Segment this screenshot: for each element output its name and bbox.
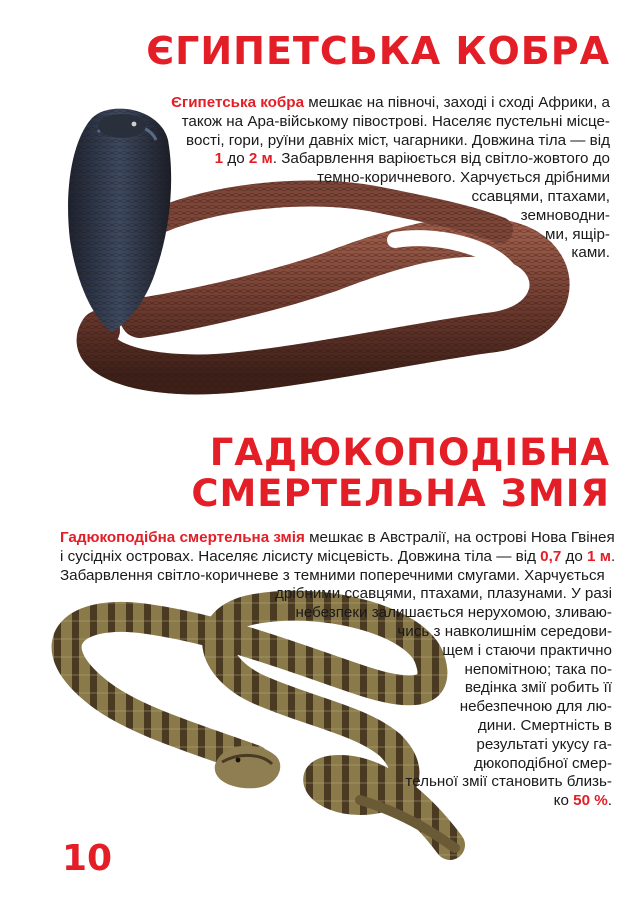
adder-title: ГАДЮКОПОДІБНА СМЕРТЕЛЬНА ЗМІЯ (191, 431, 610, 516)
cobra-title: ЄГИПЕТСЬКА КОБРА (146, 29, 610, 73)
cobra-description: Єгипетська кобра мешкає на півночі, заході і сході Африки, а також на Ара-вiйському півострові. Населяє пустельні місце- вості, гори, руїни давніх міст, чагарники. Довжина тіла — від 1 до 2 м. Забарвлення варіюється від світло-жовтого до темно-коричневого. Харчується дрібними ссавцями, птахами, земноводни- ми, ящір- ками. (171, 94, 610, 262)
cobra-name: Єгипетська кобра (171, 94, 305, 111)
page-number: 10 (62, 838, 113, 879)
cobra-length-min: 1 (214, 150, 224, 168)
adder-name: Гадюкоподібна смертельна змія (60, 529, 305, 546)
adder-length-min: 0,7 (540, 547, 562, 565)
adder-description: Гадюкоподібна смертельна змія мешкає в Австралії, на острові Нова Гвінея і сусідніх островах. Населяє лісисту місцевість. Довжина тіла — від 0,7 до 1 м. Забарвлення світло-коричневе з темними поперечними смугами. Харчується дрібними ссавцями, птахами, плазунами. У разі небезпеки залишається нерухомою, зливаю- чись з навколишнім середови- щем і стаючи практично непомітною; така по- ведінка змії робить її небезпечною для лю- дини. Смертність в результаті укусу га- дюкоподібної смер- тельної змії становить близь- ко 50 %. (60, 529, 616, 810)
mortality-rate: 50 % (573, 792, 608, 810)
adder-length-max: 1 м (587, 547, 611, 565)
cobra-length-max: 2 м (248, 150, 273, 168)
